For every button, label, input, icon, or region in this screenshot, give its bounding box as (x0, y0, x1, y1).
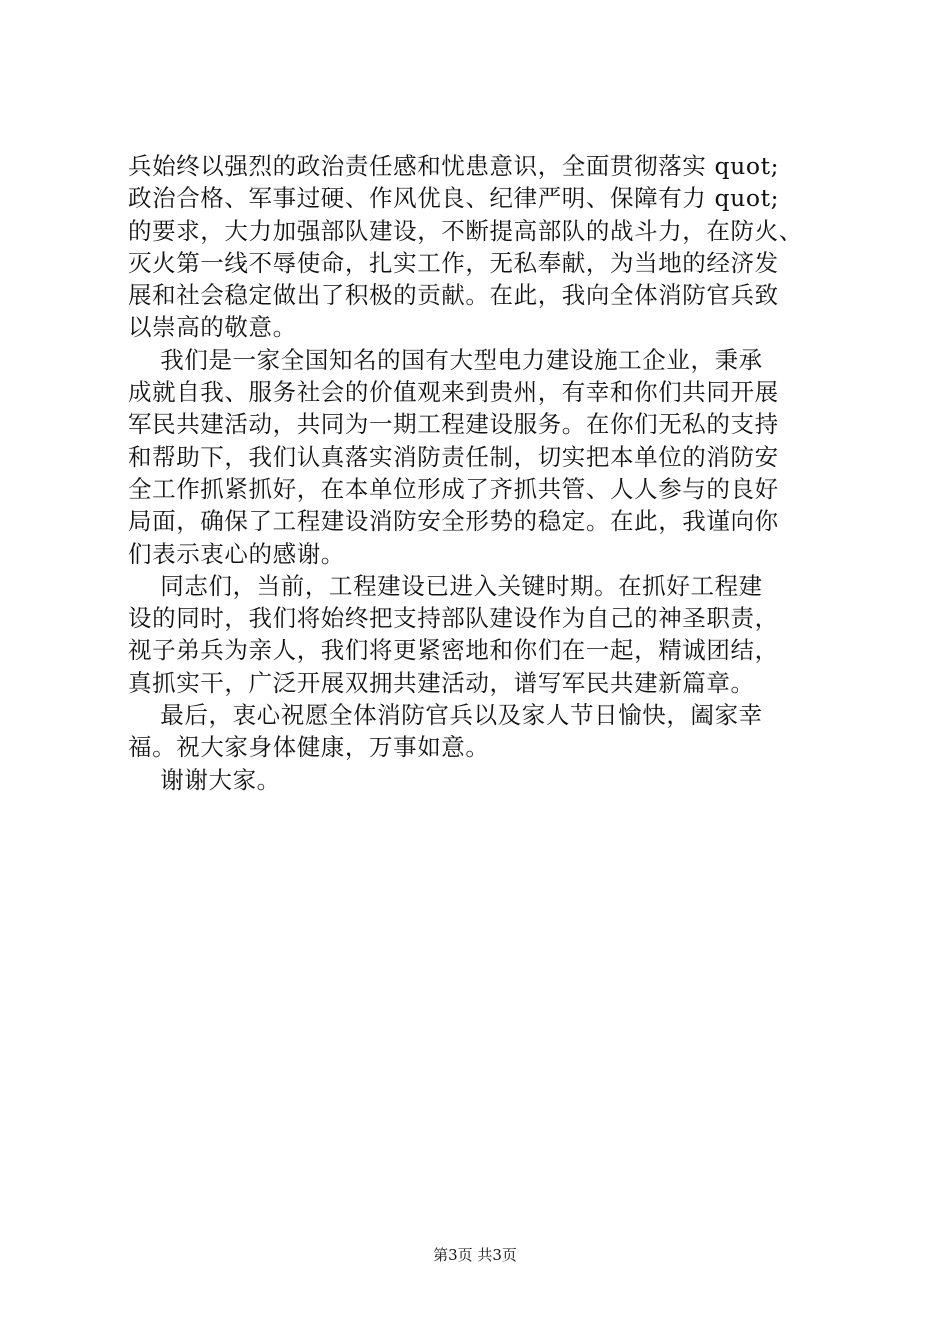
text-line: 福。祝大家身体健康，万事如意。 (128, 733, 490, 762)
text-line: 和帮助下，我们认真落实消防责任制，切实把本单位的消防安 (128, 442, 779, 471)
text-line: 军民共建活动，共同为一期工程建设服务。在你们无私的支持 (128, 410, 779, 439)
text-line: 我们是一家全国知名的国有大型电力建设施工企业，秉承 (128, 345, 763, 374)
text-line: 展和社会稳定做出了积极的贡献。在此，我向全体消防官兵致 (128, 281, 779, 310)
text-line: 设的同时，我们将始终把支持部队建设作为自己的神圣职责， (128, 604, 779, 633)
text-line: 政治合格、军事过硬、作风优良、纪律严明、保障有力 quot; (128, 184, 780, 213)
text-line: 全工作抓紧抓好，在本单位形成了齐抓共管、人人参与的良好 (128, 474, 779, 503)
text-line: 以崇高的敬意。 (128, 313, 297, 342)
text-line: 最后，衷心祝愿全体消防官兵以及家人节日愉快，阖家幸 (128, 701, 763, 730)
text-line: 们表示衷心的感谢。 (128, 539, 345, 568)
text-line: 同志们，当前，工程建设已进入关键时期。在抓好工程建 (128, 571, 763, 600)
text-line: 的要求，大力加强部队建设，不断提高部队的战斗力，在防火、 (128, 216, 803, 245)
text-line: 视子弟兵为亲人，我们将更紧密地和你们在一起，精诚团结， (128, 636, 779, 665)
text-line: 兵始终以强烈的政治责任感和忧患意识，全面贯彻落实 quot; (128, 152, 780, 180)
text-line: 灭火第一线不辱使命，扎实工作，无私奉献，为当地的经济发 (128, 248, 779, 277)
text-line: 成就自我、服务社会的价值观来到贵州，有幸和你们共同开展 (128, 378, 779, 407)
page-number-label: 第3页 共3页 (433, 1246, 517, 1264)
text-line: 真抓实干，广泛开展双拥共建活动，谱写军民共建新篇章。 (128, 668, 755, 697)
speech-body-text (128, 150, 848, 796)
text-line: 谢谢大家。 (128, 765, 281, 794)
page-footer (0, 1244, 950, 1265)
text-line: 局面，确保了工程建设消防安全形势的稳定。在此，我谨向你 (128, 507, 779, 536)
